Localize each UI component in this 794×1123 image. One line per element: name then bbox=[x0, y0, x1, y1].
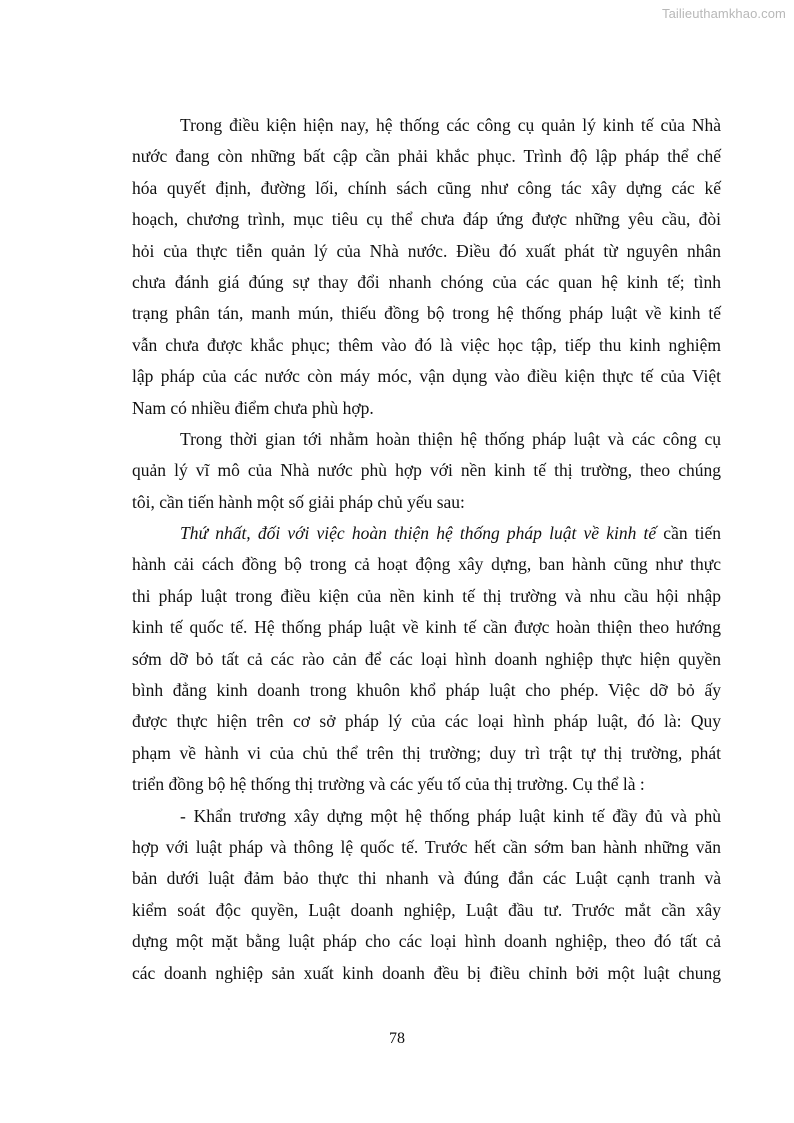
text-line: nước đang còn những bất cập cần phải khắc phục. Trình độ lập pháp thể chế bbox=[132, 146, 721, 167]
text-line: hỏi của thực tiễn quản lý của Nhà nước. Điều đó xuất phát từ nguyên nhân bbox=[132, 240, 721, 261]
paragraph-3 bbox=[132, 518, 721, 801]
text-line: triển đồng bộ hệ thống thị trường và các yếu tố của thị trường. Cụ thể là : bbox=[132, 774, 645, 795]
text-line: các doanh nghiệp sản xuất kinh doanh đều bị điều chỉnh bởi một luật chung bbox=[132, 962, 721, 983]
text-line: tôi, cần tiến hành một số giải pháp chủ yếu sau: bbox=[132, 491, 465, 512]
text-line: kinh tế quốc tế. Hệ thống pháp luật về kinh tế cần được hoàn thiện theo hướng bbox=[132, 617, 721, 638]
text-line: Trong thời gian tới nhằm hoàn thiện hệ thống pháp luật và các công cụ bbox=[180, 428, 721, 449]
text-line: bản dưới luật đảm bảo thực thi nhanh và đúng đắn các Luật cạnh tranh và bbox=[132, 868, 721, 889]
text-line: sớm dỡ bỏ tất cả các rào cản để các loại hình doanh nghiệp thực hiện quyền bbox=[132, 648, 721, 669]
text-line: lập pháp của các nước còn máy móc, vận dụng vào điều kiện thực tế của Việt bbox=[132, 366, 721, 387]
paragraph-2 bbox=[132, 424, 721, 518]
text-line: - Khẩn trương xây dựng một hệ thống pháp luật kinh tế đầy đủ và phù bbox=[180, 805, 721, 826]
paragraph-4 bbox=[132, 801, 721, 989]
text-line: vẫn chưa được khắc phục; thêm vào đó là việc học tập, tiếp thu kinh nghiệm bbox=[132, 334, 721, 355]
page-number: 78 bbox=[389, 1030, 405, 1047]
text-span: cần tiến bbox=[656, 523, 721, 544]
text-line: phạm về hành vi của chủ thể trên thị trường; duy trì trật tự thị trường, phát bbox=[132, 742, 721, 763]
text-line: hợp với luật pháp và thông lệ quốc tế. Trước hết cần sớm ban hành những văn bbox=[132, 836, 721, 857]
watermark: Tailieuthamkhao.com bbox=[661, 6, 786, 21]
text-line bbox=[132, 518, 721, 549]
text-line: kiểm soát độc quyền, Luật doanh nghiệp, Luật đầu tư. Trước mắt cần xây bbox=[132, 899, 721, 920]
paragraph-1 bbox=[132, 110, 721, 424]
text-line: Trong điều kiện hiện nay, hệ thống các công cụ quản lý kinh tế của Nhà bbox=[180, 115, 721, 135]
text-line: quản lý vĩ mô của Nhà nước phù hợp với nền kinh tế thị trường, theo chúng bbox=[132, 460, 721, 481]
text-line: dựng một mặt bằng luật pháp cho các loại hình doanh nghiệp, theo đó tất cả bbox=[132, 931, 721, 952]
text-line: thi pháp luật trong điều kiện của nền kinh tế thị trường và nhu cầu hội nhập bbox=[132, 585, 721, 606]
italic-heading: Thứ nhất, đối với việc hoàn thiện hệ thống pháp luật về kinh tế bbox=[180, 523, 657, 544]
text-line: được thực hiện trên cơ sở pháp lý của các loại hình pháp luật, đó là: Quy bbox=[132, 711, 721, 732]
text-line: hoạch, chương trình, mục tiêu cụ thể chưa đáp ứng được những yêu cầu, đòi bbox=[132, 209, 721, 230]
text-line: trạng phân tán, manh mún, thiếu đồng bộ trong hệ thống pháp luật về kinh tế bbox=[132, 303, 721, 324]
text-line: hành cải cách đồng bộ trong cả hoạt động xây dựng, ban hành cũng như thực bbox=[132, 554, 721, 575]
page-body bbox=[132, 110, 721, 989]
text-line: Nam có nhiều điểm chưa phù hợp. bbox=[132, 397, 374, 418]
text-line: bình đẳng kinh doanh trong khuôn khổ pháp luật cho phép. Việc dỡ bỏ ấy bbox=[132, 680, 721, 701]
text-line: hóa quyết định, đường lối, chính sách cũng như công tác xây dựng các kế bbox=[132, 177, 721, 198]
text-line: chưa đánh giá đúng sự thay đổi nhanh chóng của các quan hệ kinh tế; tình bbox=[132, 271, 721, 292]
